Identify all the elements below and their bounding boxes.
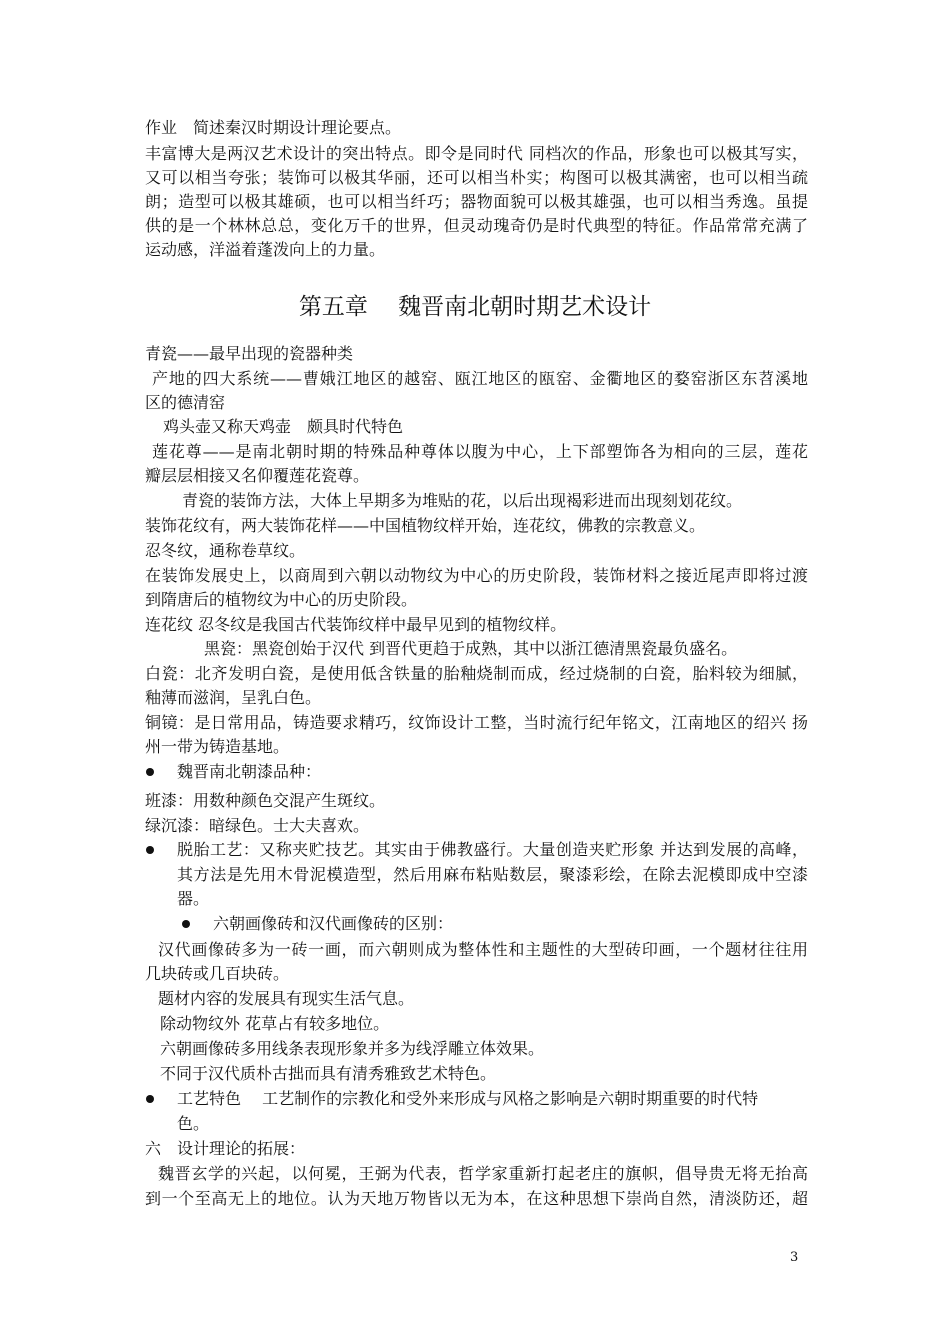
chapter-title: 第五章 魏晋南北朝时期艺术设计 (298, 294, 652, 320)
white-porcelain-line-2: 釉薄而滋润，呈乳白色。 (145, 688, 322, 707)
kilns-line-1: 产地的四大系统——曹娥江地区的越窑、瓯江地区的瓯窑、金衢地区的婺窑浙区东苕溪地 (152, 369, 808, 388)
tuotai-line-2: 其方法是先用木骨泥模造型，然后用麻布粘贴数层，聚漆彩绘，在除去泥模即成中空漆 (177, 865, 808, 884)
brick-content-line: 题材内容的发展具有现实生活气息。 (158, 989, 415, 1008)
history-line-2: 到隋唐后的植物纹为中心的历史阶段。 (145, 590, 418, 609)
han-summary-line-5: 运动感，洋溢着蓬泼向上的力量。 (145, 240, 386, 259)
craft-feature-line-1: 工艺特色 工艺制作的宗教化和受外来形成与风格之影响是六朝时期重要的时代特 (177, 1089, 759, 1108)
kilns-line-2: 区的德清窑 (145, 393, 226, 412)
bullet-icon (182, 920, 190, 928)
banqi-line: 班漆：用数种颜色交混产生斑纹。 (145, 791, 386, 810)
homework-line: 作业 简述秦汉时期设计理论要点。 (145, 118, 402, 137)
theory-line-1: 魏晋玄学的兴起，以何冕，王弼为代表，哲学家重新打起老庄的旗帜，倡导贵无将无抬高 (158, 1164, 808, 1183)
bullet-icon (146, 768, 154, 776)
lotus-zun-line-2: 瓣层层相接又名仰覆莲花瓷尊。 (145, 466, 370, 485)
honeysuckle-line: 忍冬纹，通称卷草纹。 (145, 541, 306, 560)
brick-flowers-line: 除动物纹外 花草占有较多地位。 (160, 1014, 390, 1033)
celadon-heading: 青瓷——最早出现的瓷器种类 (145, 344, 354, 363)
earliest-plant-line: 连花纹 忍冬纹是我国古代装饰纹样中最早见到的植物纹样。 (145, 615, 567, 634)
han-summary-line-3: 朗；造型可以极其雄硕，也可以相当纤巧；器物面貌可以极其雄强，也可以相当秀逸。虽提 (145, 192, 808, 211)
brick-diff-line-1: 汉代画像砖多为一砖一画，而六朝则成为整体性和主题性的大型砖印画，一个题材往往用 (158, 940, 808, 959)
brick-style-line: 不同于汉代质朴古拙而具有清秀雅致艺术特色。 (160, 1064, 497, 1083)
tuotai-line-1: 脱胎工艺：又称夹贮技艺。其实由于佛教盛行。大量创造夹贮形象 并达到发展的高峰， (177, 840, 808, 859)
bronze-mirror-line-2: 州一带为铸造基地。 (145, 737, 290, 756)
bullet-icon (146, 1095, 154, 1103)
bullet-icon (146, 846, 154, 854)
brick-lines-line: 六朝画像砖多用线条表现形象并多为线浮雕立体效果。 (160, 1039, 545, 1058)
lvchenqi-line: 绿沉漆：暗绿色。士大夫喜欢。 (145, 816, 370, 835)
page-number: 3 (790, 1250, 799, 1265)
han-summary-line-2: 又可以相当夸张；装饰可以极其华丽，还可以相当朴实；构图可以极其满密，也可以相当疏 (145, 168, 808, 187)
bronze-mirror-line-1: 铜镜：是日常用品，铸造要求精巧，纹饰设计工整，当时流行纪年铭文，江南地区的绍兴 扬 (145, 713, 808, 732)
lacquer-heading: 魏晋南北朝漆品种： (177, 762, 322, 781)
han-summary-line-4: 供的是一个林林总总，变化万千的世界，但灵动瑰奇仍是时代典型的特征。作品常常充满了 (145, 216, 808, 235)
han-summary-line-1: 丰富博大是两汉艺术设计的突出特点。即令是同时代 同档次的作品，形象也可以极其写实， (145, 144, 808, 163)
theory-heading: 六 设计理论的拓展： (145, 1139, 306, 1158)
black-porcelain-line: 黑瓷：黑瓷创始于汉代 到晋代更趋于成熟，其中以浙江德清黑瓷最负盛名。 (204, 639, 738, 658)
craft-feature-line-2: 色。 (177, 1114, 210, 1133)
history-line-1: 在装饰发展史上，以商周到六朝以动物纹为中心的历史阶段，装饰材料之接近尾声即将过渡 (145, 566, 808, 585)
white-porcelain-line-1: 白瓷：北齐发明白瓷，是使用低含铁量的胎釉烧制而成，经过烧制的白瓷，胎料较为细腻， (145, 664, 808, 683)
patterns-line: 装饰花纹有，两大装饰花样——中国植物纹样开始，连花纹，佛教的宗教意义。 (145, 516, 706, 535)
theory-line-2: 到一个至高无上的地位。认为天地万物皆以无为本，在这种思想下崇尚自然，清淡防还，超 (145, 1189, 808, 1208)
chicken-pot-line: 鸡头壶又称天鸡壶 颇具时代特色 (163, 417, 404, 436)
lotus-zun-line-1: 莲花尊——是南北朝时期的特殊品种尊体以腹为中心，上下部塑饰各为相向的三层，莲花 (152, 442, 808, 461)
tuotai-line-3: 器。 (177, 889, 210, 908)
brick-heading: 六朝画像砖和汉代画像砖的区别： (213, 914, 454, 933)
brick-diff-line-2: 几块砖或几百块砖。 (145, 964, 290, 983)
decoration-method-line: 青瓷的装饰方法，大体上早期多为堆贴的花，以后出现褐彩进而出现刻划花纹。 (182, 491, 743, 510)
